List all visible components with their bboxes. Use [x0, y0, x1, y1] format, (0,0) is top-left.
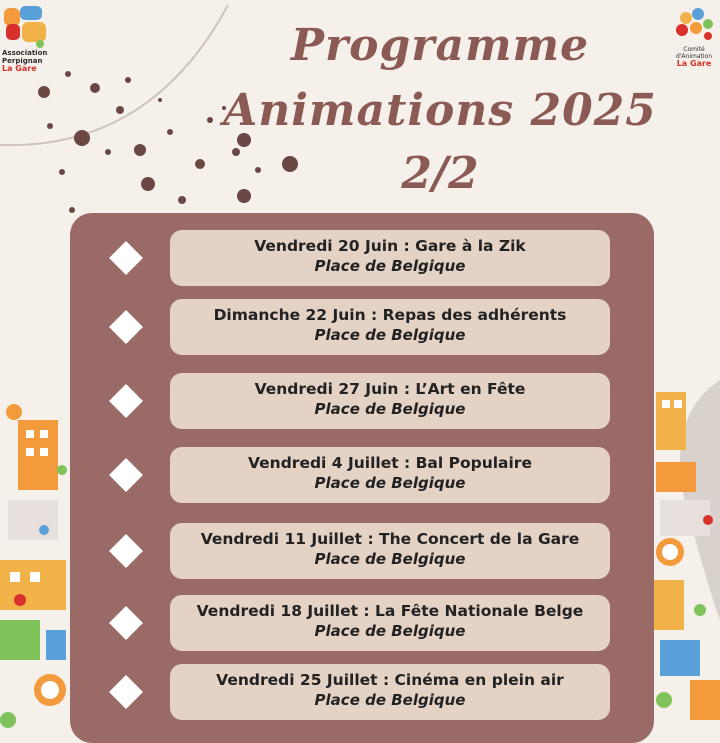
logo-text-left — [2, 49, 54, 73]
page-title-line2: Animations 2025 — [223, 85, 657, 136]
event-place: Place de Belgique — [314, 257, 466, 275]
event-card — [170, 373, 610, 429]
event-row — [70, 523, 654, 581]
event-place: Place de Belgique — [314, 691, 466, 709]
event-title: Vendredi 11 Juillet : The Concert de la Gare — [200, 530, 580, 548]
event-card — [170, 299, 610, 355]
event-card — [170, 447, 610, 503]
event-title: Vendredi 25 Juillet : Cinéma en plein air — [216, 671, 564, 689]
event-place: Place de Belgique — [314, 400, 466, 418]
event-card — [170, 523, 610, 579]
logo-shapes-left — [0, 6, 54, 48]
page-title-line1: Programme — [290, 20, 590, 71]
event-place: Place de Belgique — [314, 622, 466, 640]
logo-right-line3: La Gare — [676, 59, 712, 68]
logo-left-line2: Perpignan — [2, 57, 43, 65]
logo-right-line1: Comité — [683, 46, 705, 53]
event-row — [70, 664, 654, 722]
logo-left-line3: La Gare — [2, 64, 37, 73]
event-title: Vendredi 27 Juin : L’Art en Fête — [254, 380, 526, 398]
diamond-bullet-icon — [109, 310, 143, 344]
event-row — [70, 447, 654, 505]
logo-left-line1: Association — [2, 49, 48, 57]
event-title: Vendredi 20 Juin : Gare à la Zik — [254, 237, 526, 255]
event-title: Dimanche 22 Juin : Repas des adhérents — [213, 306, 567, 324]
event-row — [70, 595, 654, 653]
diamond-bullet-icon — [109, 458, 143, 492]
event-title: Vendredi 18 Juillet : La Fête Nationale Belge — [196, 602, 584, 620]
diamond-bullet-icon — [109, 675, 143, 709]
page-title-line3: 2/2 — [401, 148, 479, 199]
event-card — [170, 230, 610, 286]
event-title: Vendredi 4 Juillet : Bal Populaire — [248, 454, 532, 472]
diamond-bullet-icon — [109, 606, 143, 640]
event-row — [70, 299, 654, 357]
event-place: Place de Belgique — [314, 474, 466, 492]
diamond-bullet-icon — [109, 534, 143, 568]
event-card — [170, 595, 610, 651]
events-panel — [70, 213, 654, 743]
diamond-bullet-icon — [109, 241, 143, 275]
event-row — [70, 373, 654, 431]
logo-right-line2: d'Animation — [675, 53, 713, 60]
event-place: Place de Belgique — [314, 550, 466, 568]
city-illustration-left — [0, 404, 67, 728]
diamond-bullet-icon — [109, 384, 143, 418]
event-row — [70, 230, 654, 288]
association-logo — [0, 6, 54, 78]
event-card — [170, 664, 610, 720]
event-place: Place de Belgique — [314, 326, 466, 344]
